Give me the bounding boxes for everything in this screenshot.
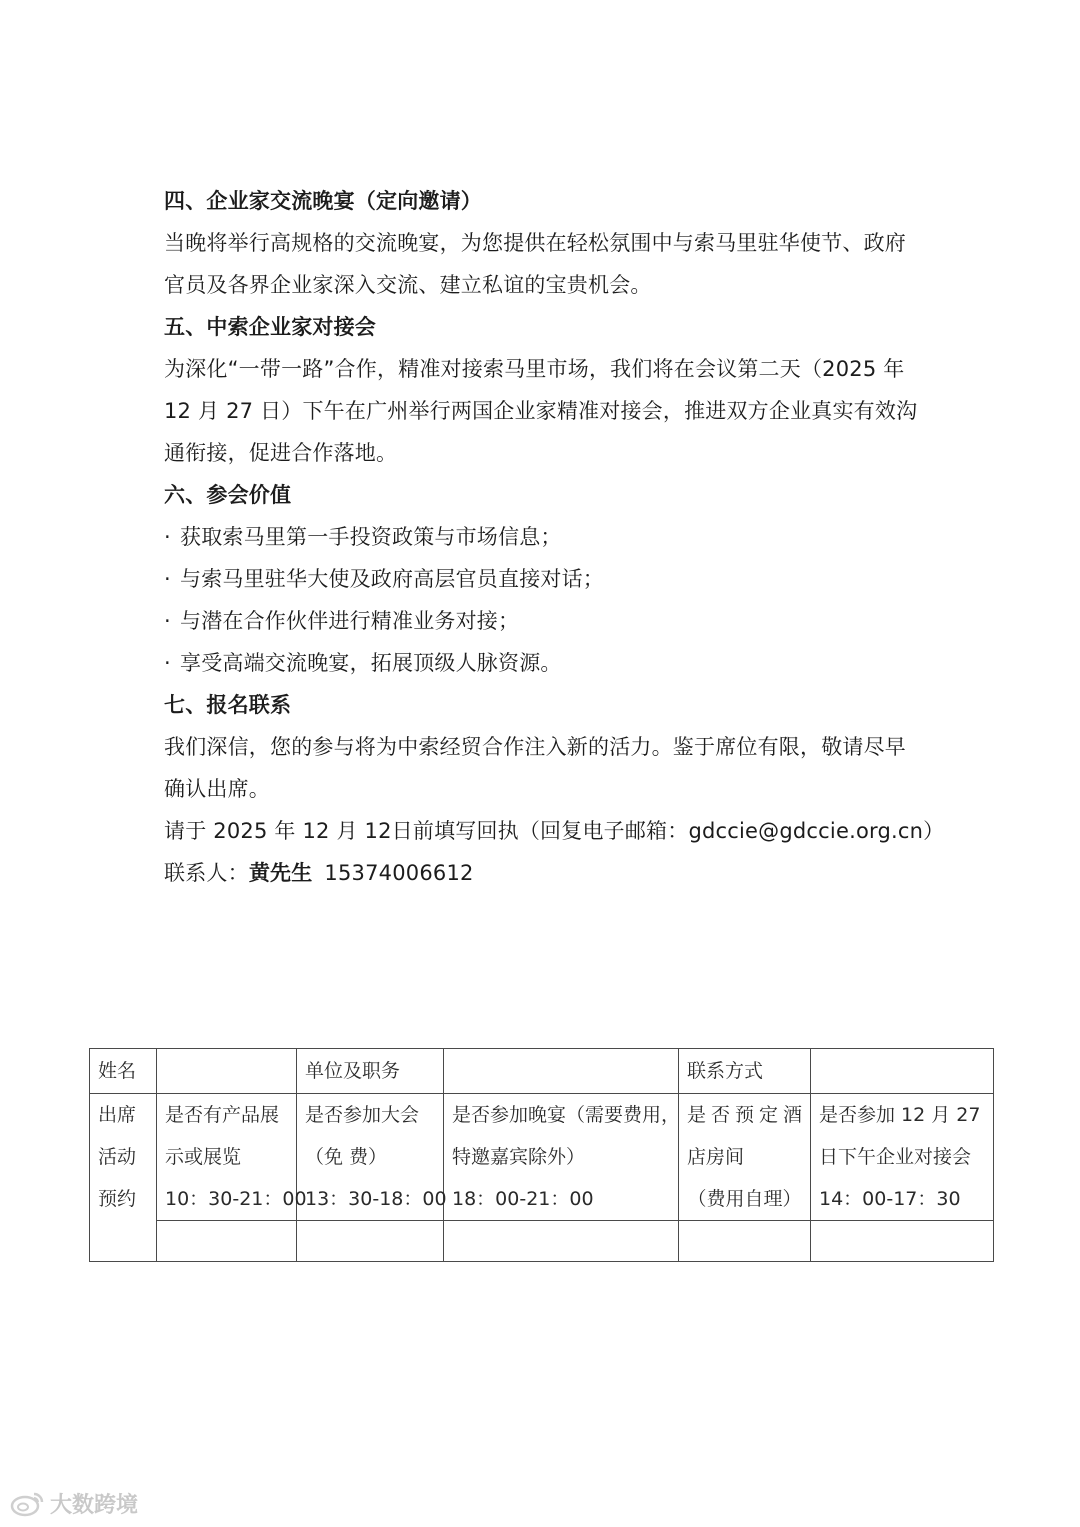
list-item (164, 516, 924, 558)
bullet-icon: · (164, 609, 171, 633)
list-item (164, 600, 924, 642)
contact-line (164, 852, 924, 894)
list-item-text: 获取索马里第一手投资政策与市场信息； (180, 525, 562, 549)
contact-phone: 15374006612 (324, 861, 474, 885)
list-item (164, 558, 924, 600)
exhibit-header-cell: 是否有产品展 示或展览 10：30-21：00 (157, 1094, 297, 1221)
contact-label-cell: 联系方式 (679, 1049, 811, 1094)
conference-input-cell[interactable] (297, 1221, 444, 1262)
deadline-line: 请于 2025 年 12 月 12日前填写回执（回复电子邮箱：gdccie@gdccie.org.cn） (164, 819, 945, 843)
unit-label-cell: 单位及职务 (297, 1049, 444, 1094)
paragraph-line: 12 月 27 日）下午在广州举行两国企业家精准对接会，推进双方企业真实有效沟 (164, 399, 918, 423)
list-item-text: 享受高端交流晚宴，拓展顶级人脉资源。 (180, 651, 562, 675)
section-heading: 六、参会价值 (164, 483, 292, 507)
list-item-text: 与索马里驻华大使及政府高层官员直接对话； (180, 567, 604, 591)
dinner-input-cell[interactable] (444, 1221, 679, 1262)
contact-label: 联系人： (164, 861, 249, 885)
paragraph-line: 我们深信，您的参与将为中索经贸合作注入新的活力。鉴于席位有限，敬请尽早 (164, 735, 906, 759)
matchmaking-input-cell[interactable] (811, 1221, 994, 1262)
list-item (164, 642, 924, 684)
exhibit-input-cell[interactable] (157, 1221, 297, 1262)
paragraph-line: 当晚将举行高规格的交流晚宴，为您提供在轻松氛围中与索马里驻华使节、政府 (164, 231, 906, 255)
bullet-icon: · (164, 567, 171, 591)
watermark-text: 大数跨境 (50, 1493, 139, 1518)
paragraph-line: 确认出席。 (164, 777, 270, 801)
section-heading: 七、报名联系 (164, 693, 292, 717)
list-item-text: 与潜在合作伙伴进行精准业务对接； (180, 609, 520, 633)
contact-input-cell[interactable] (811, 1049, 994, 1094)
paragraph-line: 通衔接，促进合作落地。 (164, 441, 398, 465)
dinner-header-cell: 是否参加晚宴（需要费用， 特邀嘉宾除外） 18：00-21：00 (444, 1094, 679, 1221)
bullet-icon: · (164, 525, 171, 549)
name-label-cell: 姓名 (90, 1049, 157, 1094)
section-heading: 五、中索企业家对接会 (164, 315, 376, 339)
weibo-logo-icon (10, 1491, 44, 1517)
paragraph-line: 官员及各界企业家深入交流、建立私谊的宝贵机会。 (164, 273, 652, 297)
watermark (10, 1488, 138, 1519)
registration-form-table (89, 1048, 994, 1262)
table-row (90, 1094, 994, 1221)
hotel-input-cell[interactable] (679, 1221, 811, 1262)
section-heading: 四、企业家交流晚宴（定向邀请） (164, 189, 482, 213)
matchmaking-header-cell: 是否参加 12 月 27 日下午企业对接会 14：00-17：30 (811, 1094, 994, 1221)
unit-input-cell[interactable] (444, 1049, 679, 1094)
contact-name: 黄先生 (248, 861, 313, 885)
conference-header-cell: 是否参加大会 （免 费） 13：30-18：00 (297, 1094, 444, 1221)
bullet-icon: · (164, 651, 171, 675)
document-body (164, 180, 945, 894)
paragraph-line: 为深化“一带一路”合作，精准对接索马里市场，我们将在会议第二天（2025 年 (164, 357, 905, 381)
table-row (90, 1049, 994, 1094)
hotel-header-cell: 是否预定酒 店房间 （费用自理） (679, 1094, 811, 1221)
attendance-label-cell: 出席 活动 预约 (90, 1094, 157, 1262)
table-row (90, 1221, 994, 1262)
name-input-cell[interactable] (157, 1049, 297, 1094)
